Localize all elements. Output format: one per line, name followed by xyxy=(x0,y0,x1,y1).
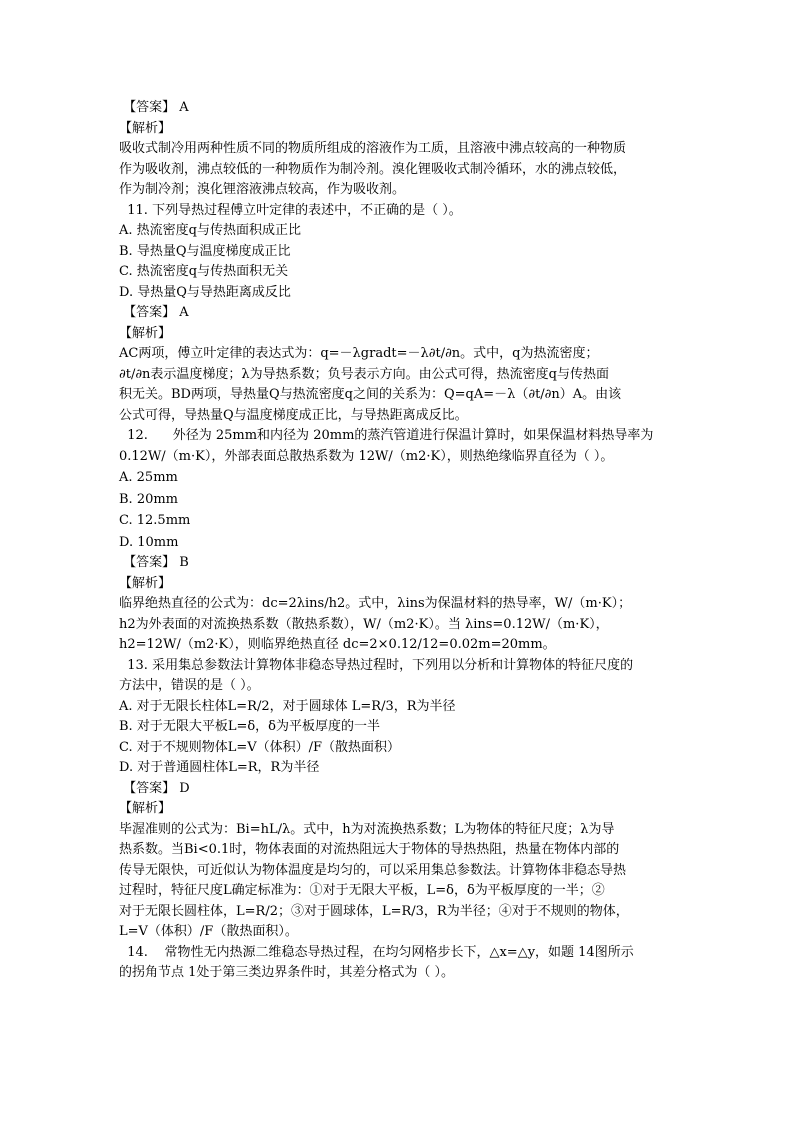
option-line: A. 热流密度q与传热面积成正比 xyxy=(119,223,301,238)
text-line: 公式可得，导热量Q与温度梯度成正比，与导热距离成反比。 xyxy=(119,407,468,423)
answer-line: 【答案】 D xyxy=(119,780,190,796)
option-line: B. 20mm xyxy=(119,491,179,507)
analysis-heading: 【解析】 xyxy=(119,575,172,591)
option-line: A. 对于无限长柱体L=R/2，对于圆球体 L=R/3，R为半径 xyxy=(119,698,456,714)
text-line: ∂t/∂n表示温度梯度；λ为导热系数；负号表示方向。由公式可得，热流密度q与传热面 xyxy=(119,366,609,382)
option-line: C. 热流密度q与传热面积无关 xyxy=(119,264,289,279)
text-line: AC两项，傅立叶定律的表达式为：q=－λgradt=－λ∂t/∂n。式中，q为热流密度； xyxy=(119,346,599,361)
option-line: C. 12.5mm xyxy=(119,513,191,528)
question-stem: 12. 外径为 25mm和内径为 20mm的蒸汽管道进行保温计算时，如果保温材料热导率为 xyxy=(119,428,654,443)
text-line: L=V（体积）/F（散热面积）。 xyxy=(119,924,298,939)
option-line: D. 对于普通圆柱体L=R，R为半径 xyxy=(119,760,320,775)
text-line: 的拐角节点 1处于第三类边界条件时，其差分格式为（ ）。 xyxy=(119,965,455,980)
answer-line: 【答案】 A xyxy=(119,100,189,115)
text-line: 积无关。BD两项，导热量Q与热流密度q之间的关系为：Q=qA=－λ（∂t/∂n）A。由该 xyxy=(119,387,622,402)
option-line: B. 导热量Q与温度梯度成正比 xyxy=(119,243,291,259)
question-stem: 11. 下列导热过程傅立叶定律的表述中，不正确的是（ ）。 xyxy=(119,202,462,218)
option-line: D. 10mm xyxy=(119,534,179,550)
text-line: 毕渥准则的公式为：Bi=hL/λ。式中，h为对流换热系数；L为物体的特征尺度；λ为导 xyxy=(119,821,615,837)
analysis-heading: 【解析】 xyxy=(119,801,172,816)
text-line: 对于无限长圆柱体，L=R/2；③对于圆球体，L=R/3，R为半径；④对于不规则的物体， xyxy=(119,903,629,919)
option-line: B. 对于无限大平板L=δ，δ为平板厚度的一半 xyxy=(119,719,380,734)
option-line: D. 导热量Q与导热距离成反比 xyxy=(119,284,291,300)
text-line: 作为吸收剂，沸点较低的一种物质作为制冷剂。溴化锂吸收式制冷循环，水的沸点较低， xyxy=(119,161,627,177)
analysis-heading: 【解析】 xyxy=(119,120,172,136)
option-line: A. 25mm xyxy=(119,470,178,485)
text-line: 过程时，特征尺度L确定标准为：①对于无限大平板，L=δ，δ为平板厚度的一半；② xyxy=(119,883,605,898)
question-stem: 13. 采用集总参数法计算物体非稳态导热过程时，下列用以分析和计算物体的特征尺度的 xyxy=(119,657,634,673)
text-line: h2=12W/（m2·K），则临界绝热直径 dc=2×0.12/12=0.02m=20mm。 xyxy=(119,637,556,652)
text-line: 吸收式制冷用两种性质不同的物质所组成的溶液作为工质，且溶液中沸点较高的一种物质 xyxy=(119,141,627,156)
option-line: C. 对于不规则物体L=V（体积）/F（散热面积） xyxy=(119,739,401,755)
answer-line: 【答案】 B xyxy=(119,555,189,570)
question-stem: 14. 常物性无内热源二维稳态导热过程，在均匀网格步长下，△x=△y，如题 14图所示 xyxy=(119,944,634,960)
answer-line: 【答案】 A xyxy=(119,305,189,320)
text-line: 临界绝热直径的公式为：dc=2λins/h2。式中，λins为保温材料的热导率，W/（m·K）； xyxy=(119,596,632,611)
question-stem: 0.12W/（m·K），外部表面总散热系数为 12W/（m2·K），则热绝缘临界直径为（ ）。 xyxy=(119,448,614,464)
text-line: 作为制冷剂；溴化锂溶液沸点较高，作为吸收剂。 xyxy=(119,182,406,197)
text-line: 传导无限快，可近似认为物体温度是均匀的，可以采用集总参数法。计算物体非稳态导热 xyxy=(119,862,627,878)
text-line: 热系数。当Bi<0.1时，物体表面的对流热阻远大于物体的导热热阻，热量在物体内部的 xyxy=(119,842,620,857)
analysis-heading: 【解析】 xyxy=(119,325,172,341)
text-line: h2为外表面的对流换热系数（散热系数），W/（m2·K）。当 λins=0.12W/（m·K）， xyxy=(119,616,609,632)
document-body xyxy=(119,98,679,984)
text-line: 方法中，错误的是（ ）。 xyxy=(119,678,260,693)
